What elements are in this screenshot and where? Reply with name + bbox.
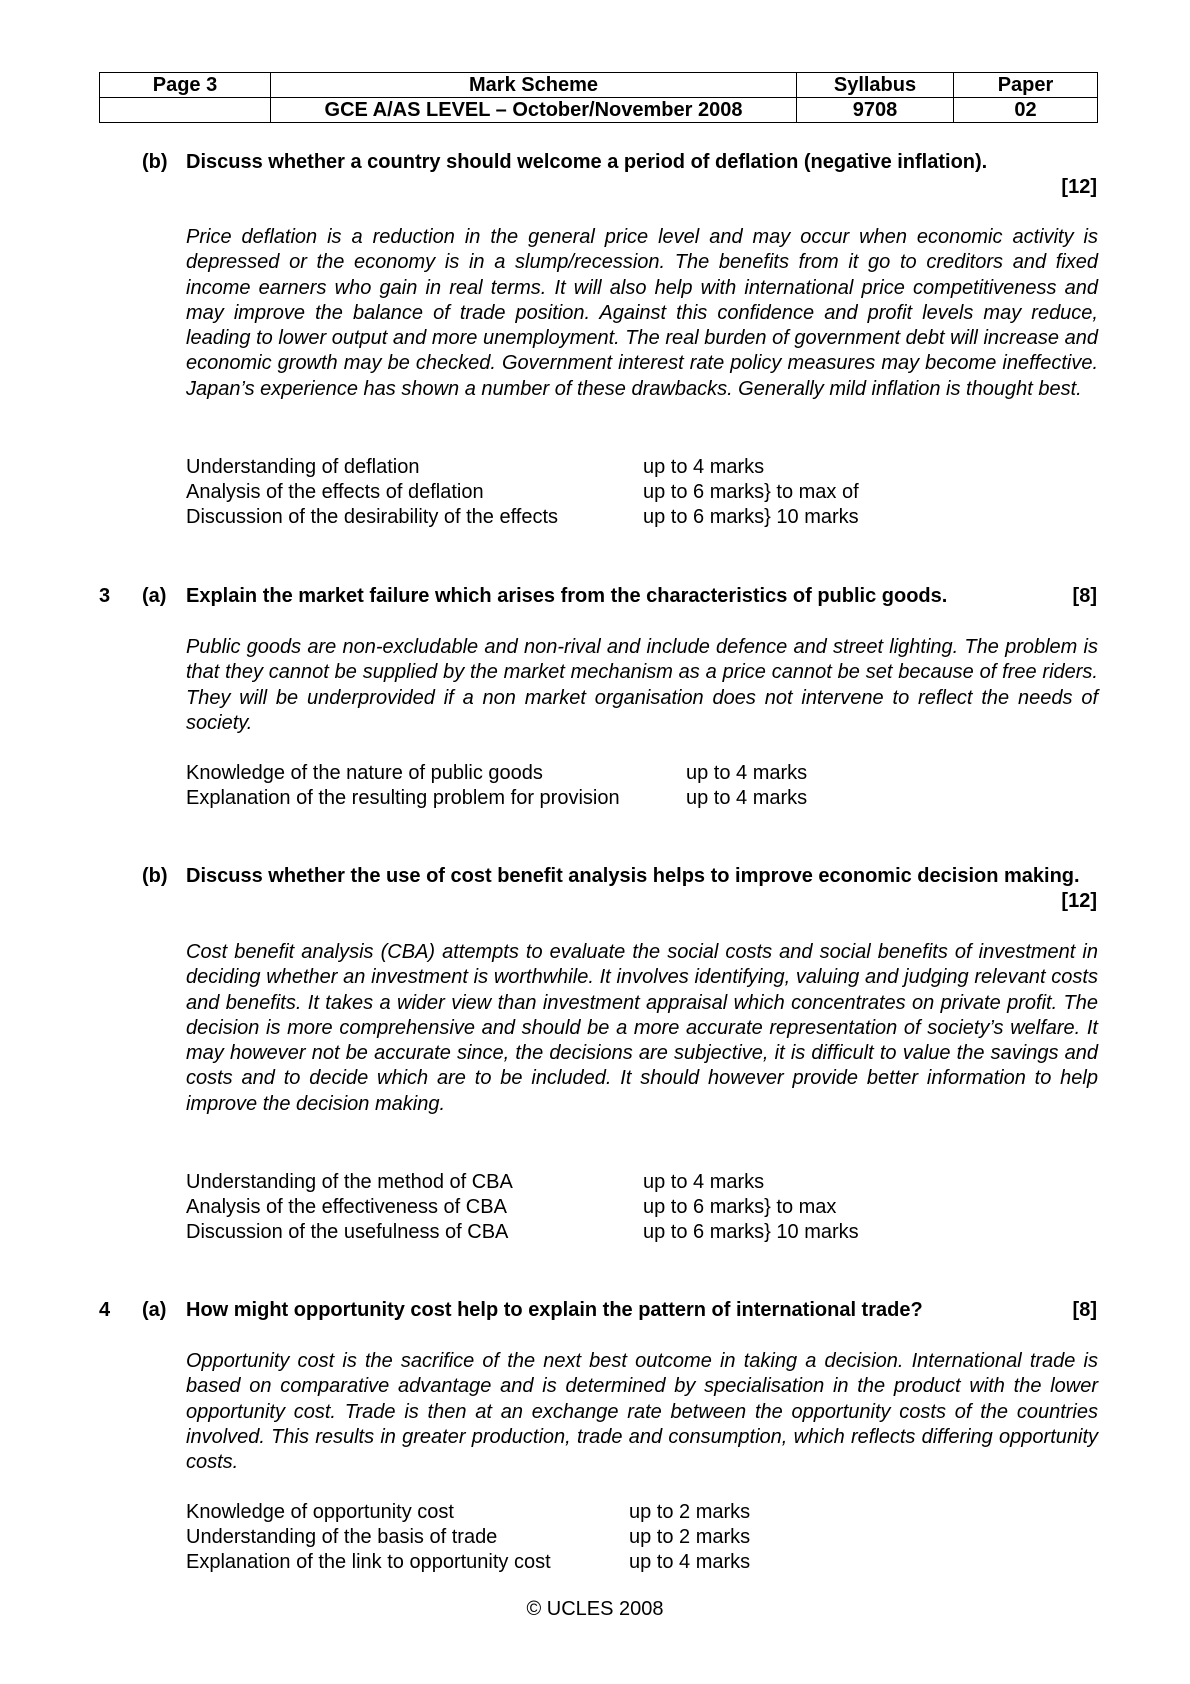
q3b-row-label: Analysis of the effectiveness of CBA xyxy=(186,1196,507,1218)
header-paper-label: Paper xyxy=(954,73,1098,98)
header-empty-cell xyxy=(100,98,271,123)
q2b-row-label: Discussion of the desirability of the effects xyxy=(186,506,559,528)
header-syllabus-label: Syllabus xyxy=(797,73,954,98)
header-page: Page 3 xyxy=(100,73,271,98)
q4a-row-value: up to 2 marks xyxy=(629,1501,751,1523)
q4a-marks: [8] xyxy=(1072,1299,1097,1321)
q3-number: 3 xyxy=(99,585,111,607)
q4a-row-value: up to 2 marks xyxy=(629,1526,751,1548)
q4a-row-label: Understanding of the basis of trade xyxy=(186,1526,498,1548)
q3a-answer: Public goods are non-excludable and non-rival and include defence and street lighting. The problem is that they cannot be supplied by the market mechanism as a price cannot be set because of free riders. They will be underprovided if a non market organisation does not intervene to reflect the needs of society. xyxy=(186,636,1098,734)
q2b-marks: [12] xyxy=(1061,176,1097,198)
q4a-row-value: up to 4 marks xyxy=(629,1551,751,1573)
q4a-part: (a) xyxy=(142,1299,167,1321)
q4a-answer: Opportunity cost is the sacrifice of the next best outcome in taking a decision. International trade is based on comparative advantage and is determined by specialisation in the product with the lower opportunity cost. Trade is then at an exchange rate between the opportunity costs of the countries involved. This results in greater production, trade and consumption, which reflects differing opportunity costs. xyxy=(186,1350,1098,1474)
q4a-row-label: Knowledge of opportunity cost xyxy=(186,1501,454,1523)
q4a-row-label: Explanation of the link to opportunity cost xyxy=(186,1551,551,1573)
copyright-footer: © UCLES 2008 xyxy=(526,1598,664,1620)
header-title: Mark Scheme xyxy=(271,73,797,98)
q2b-row-value: up to 4 marks xyxy=(643,456,765,478)
q3b-row-value: up to 6 marks} to max xyxy=(643,1196,837,1218)
q3b-row-value: up to 6 marks} 10 marks xyxy=(643,1221,859,1243)
q3b-row-label: Understanding of the method of CBA xyxy=(186,1171,513,1193)
q3a-marks: [8] xyxy=(1072,585,1097,607)
q2b-row-value: up to 6 marks} 10 marks xyxy=(643,506,859,528)
header-syllabus: 9708 xyxy=(797,98,954,123)
header-paper: 02 xyxy=(954,98,1098,123)
q3b-row-label: Discussion of the usefulness of CBA xyxy=(186,1221,509,1243)
q3a-question: Explain the market failure which arises from the characteristics of public goods. xyxy=(186,585,948,607)
q3a-row-label: Knowledge of the nature of public goods xyxy=(186,762,543,784)
q3a-part: (a) xyxy=(142,585,167,607)
q4-number: 4 xyxy=(99,1299,111,1321)
q4a-question: How might opportunity cost help to explain the pattern of international trade? xyxy=(186,1299,923,1321)
header-exam: GCE A/AS LEVEL – October/November 2008 xyxy=(271,98,797,123)
q2b-row-label: Analysis of the effects of deflation xyxy=(186,481,484,503)
q3b-row-value: up to 4 marks xyxy=(643,1171,765,1193)
q3a-row-label: Explanation of the resulting problem for provision xyxy=(186,787,620,809)
q2b-question: Discuss whether a country should welcome a period of deflation (negative inflation). xyxy=(186,151,988,173)
header-table xyxy=(99,72,1098,123)
q3b-question: Discuss whether the use of cost benefit analysis helps to improve economic decision making. xyxy=(186,865,1080,887)
q2b-row-value: up to 6 marks} to max of xyxy=(643,481,859,503)
q3a-row-value: up to 4 marks xyxy=(686,787,808,809)
q3a-row-value: up to 4 marks xyxy=(686,762,808,784)
q3b-marks: [12] xyxy=(1061,890,1097,912)
q2b-part: (b) xyxy=(142,151,168,173)
q3b-answer: Cost benefit analysis (CBA) attempts to evaluate the social costs and social benefits of investment in deciding whether an investment is worthwhile. It involves identifying, valuing and judging relevant costs and benefits. It takes a wider view than investment appraisal which concentrates on private profit. The decision is more comprehensive and should be a more accurate representation of society’s welfare. It may however not be accurate since, the decisions are subjective, it is difficult to value the savings and costs and to decide which are to be included. It should however provide better information to help improve the decision making. xyxy=(186,941,1098,1115)
q2b-answer: Price deflation is a reduction in the general price level and may occur when economic activity is depressed or the economy is in a slump/recession. The benefits from it go to creditors and fixed income earners who gain in real terms. It will also help with international price competitiveness and may improve the balance of trade position. Against this confidence and profit levels may reduce, leading to lower output and more unemployment. The real burden of government debt will increase and economic growth may be checked. Government interest rate policy measures may become ineffective. Japan’s experience has shown a number of these drawbacks. Generally mild inflation is thought best. xyxy=(186,226,1098,400)
q3b-part: (b) xyxy=(142,865,168,887)
q2b-row-label: Understanding of deflation xyxy=(186,456,420,478)
